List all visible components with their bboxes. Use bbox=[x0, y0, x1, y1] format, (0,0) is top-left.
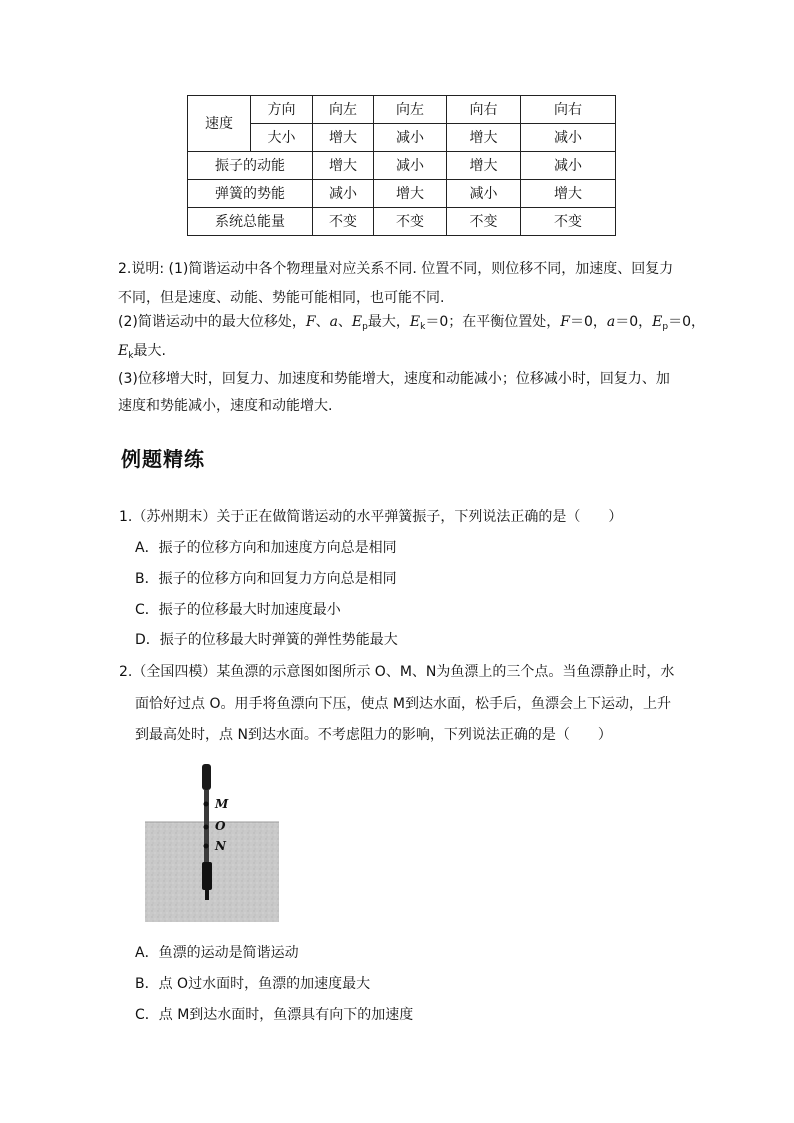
direction-cell: 向左 bbox=[313, 96, 374, 124]
point-n-dot bbox=[204, 844, 209, 849]
speed-label: 速度 bbox=[188, 96, 251, 152]
note-line: (3)位移增大时，回复力、加速度和势能增大，速度和动能减小；位移减小时，回复力、加 bbox=[118, 371, 670, 387]
note-line: 不同，但是速度、动能、势能可能相同，也可能不同. bbox=[118, 290, 445, 306]
direction-cell: 向右 bbox=[521, 96, 616, 124]
table-cell: 增大 bbox=[374, 180, 447, 208]
q2-option-c: C．点 M到达水面时，鱼漂具有向下的加速度 bbox=[135, 1007, 414, 1023]
point-m-dot bbox=[204, 802, 209, 807]
question-1-stem: 1.（苏州期末）关于正在做简谐运动的水平弹簧振子，下列说法正确的是（ ） bbox=[119, 509, 623, 525]
row-label: 系统总能量 bbox=[188, 208, 313, 236]
table-cell: 减小 bbox=[447, 180, 521, 208]
magnitude-cell: 增大 bbox=[313, 124, 374, 152]
fishing-float-diagram bbox=[145, 760, 279, 922]
magnitude-cell: 减小 bbox=[374, 124, 447, 152]
table-row bbox=[188, 152, 616, 180]
kinematics-table bbox=[187, 95, 616, 236]
float-tip bbox=[202, 764, 211, 790]
q1-option-b: B．振子的位移方向和回复力方向总是相同 bbox=[135, 571, 397, 587]
q1-option-a: A．振子的位移方向和加速度方向总是相同 bbox=[135, 540, 397, 556]
note-line: 速度和势能减小，速度和动能增大. bbox=[118, 398, 333, 414]
q1-option-d: D．振子的位移最大时弹簧的弹性势能最大 bbox=[135, 632, 398, 648]
point-o-label: O bbox=[215, 819, 226, 833]
question-2-stem: 2.（全国四模）某鱼漂的示意图如图所示 O、M、N为鱼漂上的三个点。当鱼漂静止时，水 bbox=[119, 664, 675, 680]
note-line: 2.说明: (1)简谐运动中各个物理量对应关系不同. 位置不同，则位移不同，加速度、回复力 bbox=[118, 261, 674, 277]
table-cell: 不变 bbox=[521, 208, 616, 236]
question-2-stem: 到最高处时，点 N到达水面。不考虑阻力的影响，下列说法正确的是（ ） bbox=[135, 727, 612, 743]
section-title: 例题精练 bbox=[121, 447, 205, 471]
fishing-float-figure bbox=[145, 760, 279, 922]
table-cell: 减小 bbox=[313, 180, 374, 208]
table-cell: 增大 bbox=[447, 152, 521, 180]
table-cell: 增大 bbox=[313, 152, 374, 180]
table-row bbox=[188, 208, 616, 236]
magnitude-cell: 减小 bbox=[521, 124, 616, 152]
question-2-stem: 面恰好过点 O。用手将鱼漂向下压，使点 M到达水面，松手后，鱼漂会上下运动，上升 bbox=[135, 696, 671, 712]
direction-cell: 向左 bbox=[374, 96, 447, 124]
direction-cell: 向右 bbox=[447, 96, 521, 124]
point-o-dot bbox=[204, 825, 209, 830]
table-cell: 不变 bbox=[374, 208, 447, 236]
row-label: 振子的动能 bbox=[188, 152, 313, 180]
magnitude-cell: 增大 bbox=[447, 124, 521, 152]
table-row bbox=[188, 180, 616, 208]
direction-label: 方向 bbox=[251, 96, 313, 124]
row-label: 弹簧的势能 bbox=[188, 180, 313, 208]
magnitude-label: 大小 bbox=[251, 124, 313, 152]
table-cell: 减小 bbox=[521, 152, 616, 180]
note-line: (2)简谐运动中的最大位移处，F、a、$E_p$最大，$E_k=0$；在平衡位置处，F＝0，a＝0，$E_p=0$， bbox=[118, 314, 706, 332]
point-m-label: M bbox=[215, 797, 229, 811]
point-n-label: N bbox=[215, 839, 226, 853]
table-cell: 不变 bbox=[313, 208, 374, 236]
q2-option-b: B．点 O过水面时，鱼漂的加速度最大 bbox=[135, 976, 371, 992]
note-line: $E_k$最大. bbox=[118, 343, 166, 361]
table-cell: 减小 bbox=[374, 152, 447, 180]
q2-option-a: A．鱼漂的运动是简谐运动 bbox=[135, 945, 299, 961]
table-cell: 增大 bbox=[521, 180, 616, 208]
table-cell: 不变 bbox=[447, 208, 521, 236]
float-body bbox=[202, 862, 212, 890]
q1-option-c: C．振子的位移最大时加速度最小 bbox=[135, 602, 341, 618]
